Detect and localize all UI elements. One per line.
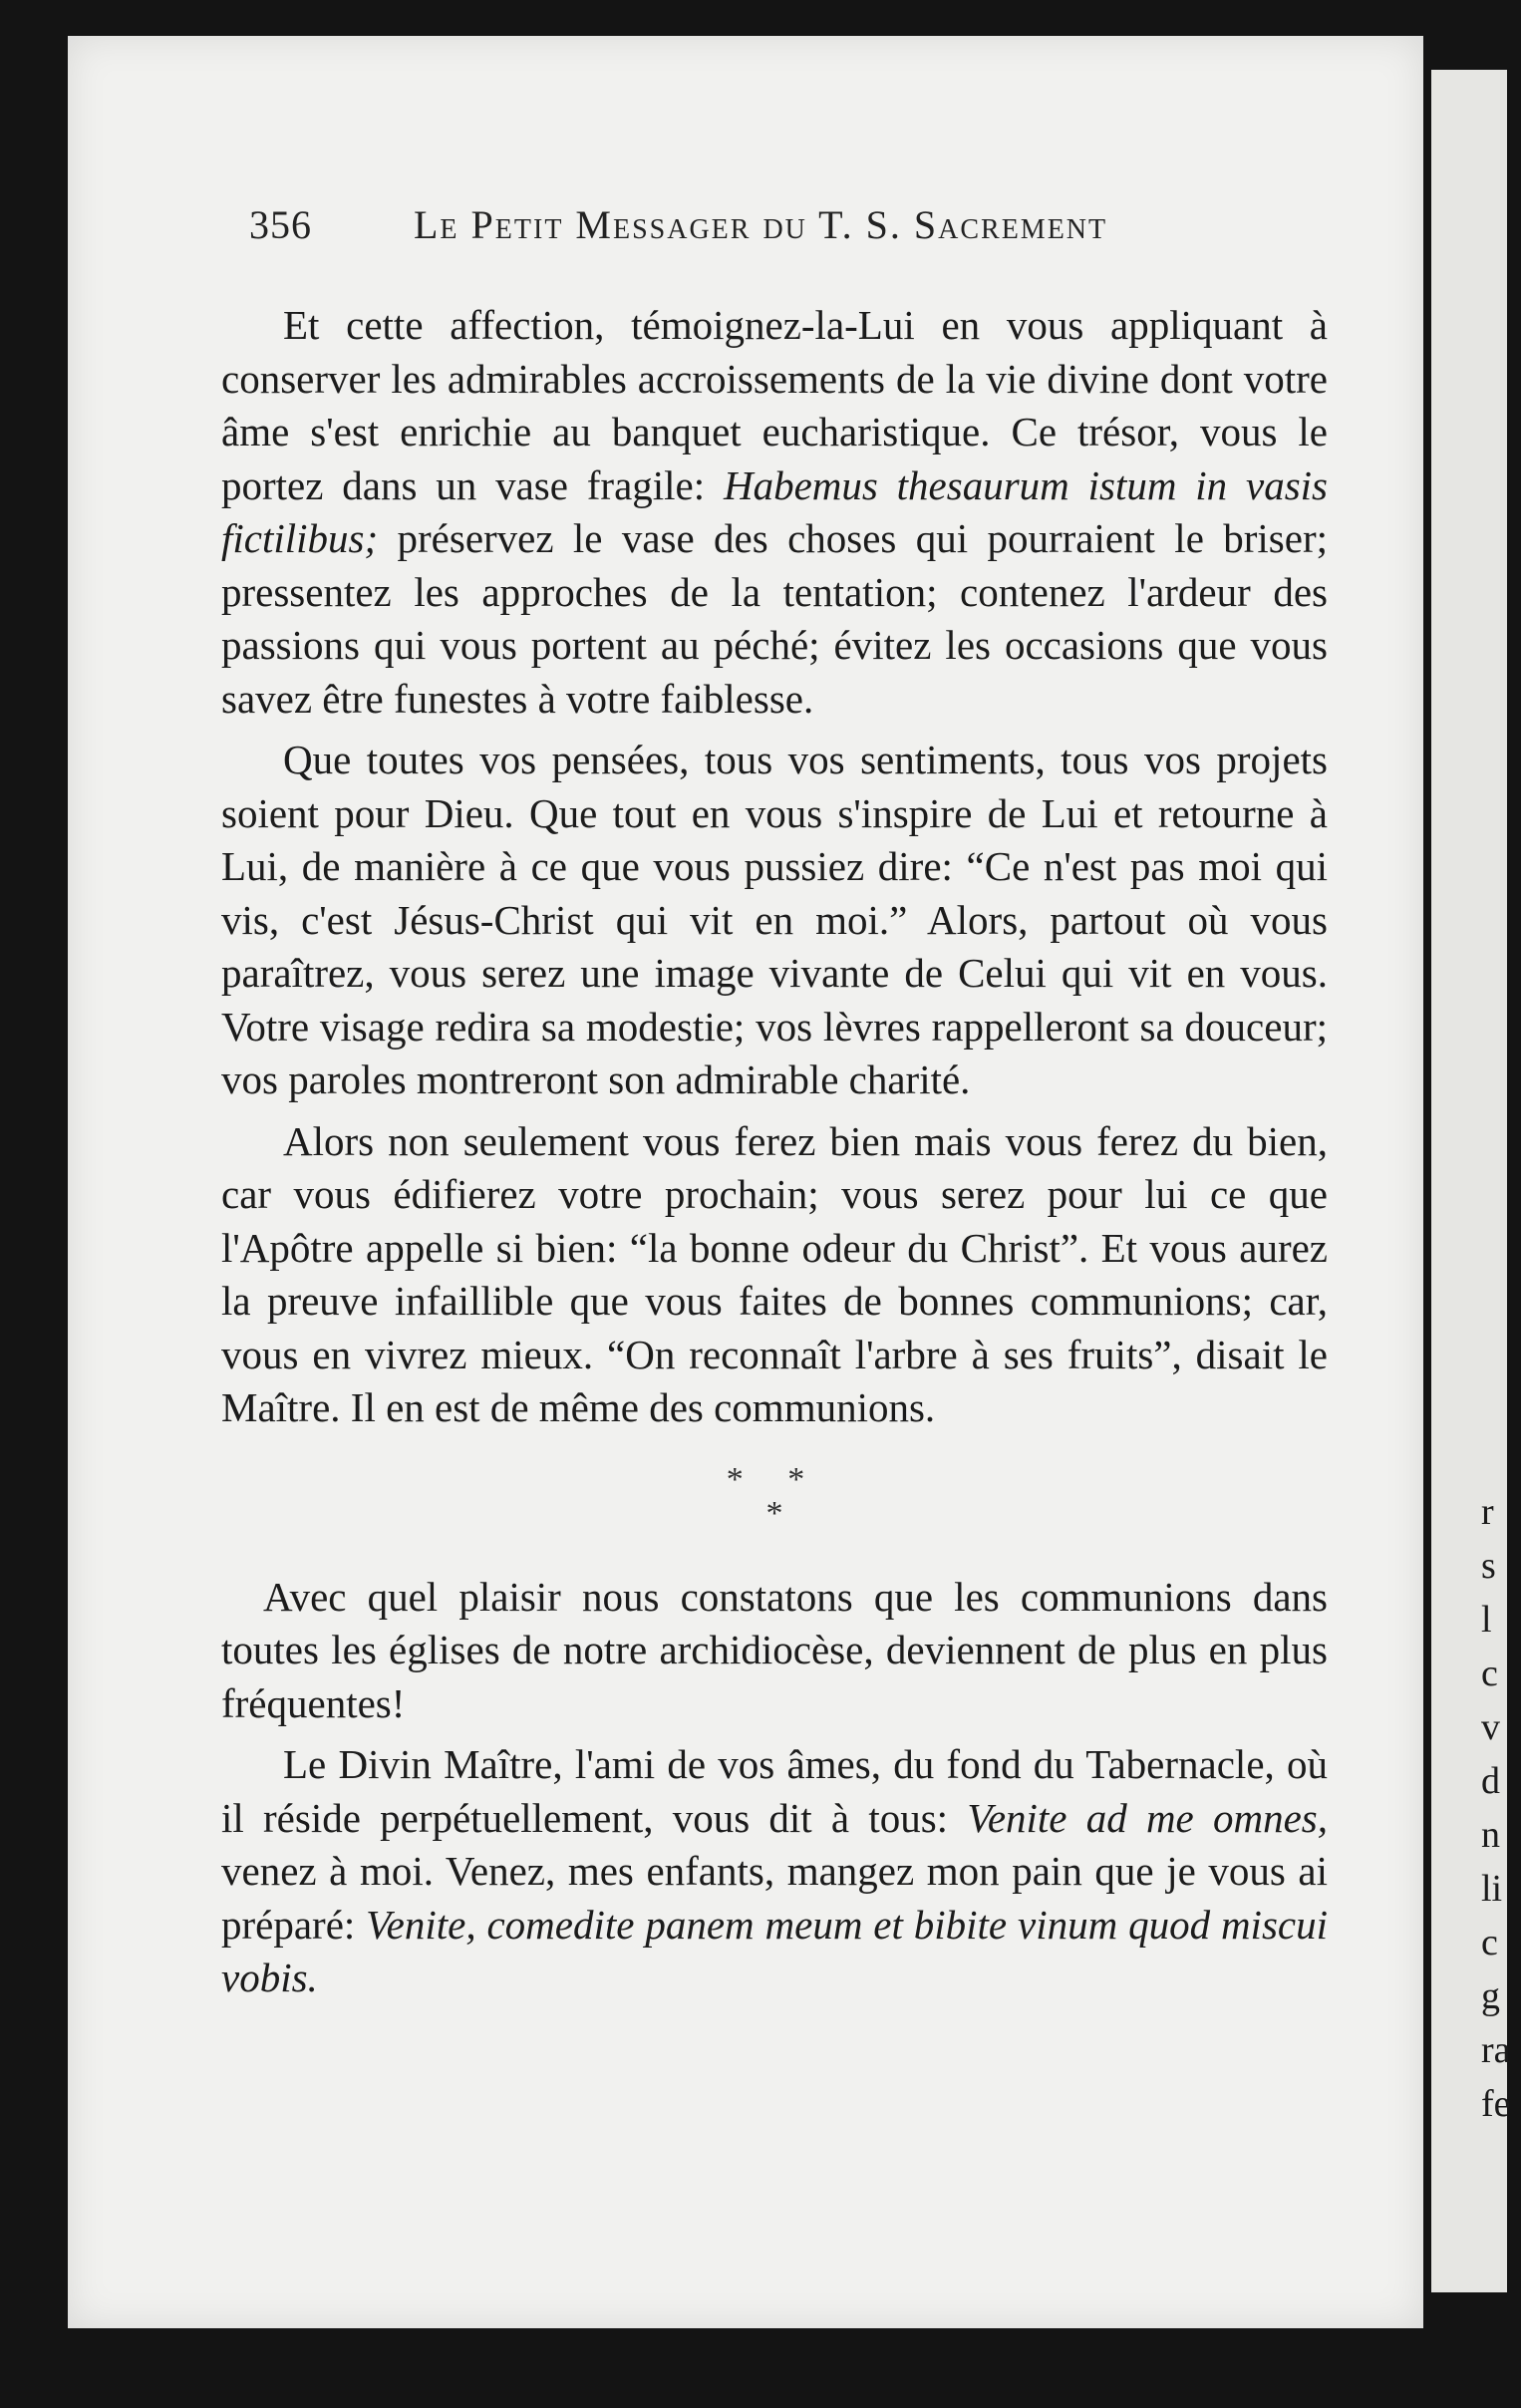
body-text [221, 299, 1328, 2013]
page-header [249, 201, 1366, 261]
text-run: Et cette affection, témoignez-la-Lui en vous appliquant à conserver les admirables accroissements de la vie divine dont votre âme s'est enrichie au banquet eucharistique. Ce trésor, vous le portez dans un vase fragile: [221, 302, 1328, 508]
facing-page-letter: fe [1481, 2083, 1511, 2125]
asterism-separator [221, 1460, 1328, 1532]
latin-quote: Venite, comedite panem meum et bibite vinum quod miscui vobis. [221, 1901, 1328, 2000]
facing-page-letter: n [1481, 1814, 1500, 1856]
page-number: 356 [249, 202, 312, 247]
paragraph [221, 1738, 1328, 2005]
text-run: Alors non seulement vous ferez bien mais vous ferez du bien, car vous édifierez votre prochain; vous serez pour lui ce que l'Apôtre appelle si bien: “la bonne odeur du Christ”. Et vous aurez la preuve infaillible que vous faites de bonnes communions; car, vous en vivrez mieux. “On reconnaît l'arbre à ses fruits”, disait le Maître. Il en est de même des communions. [221, 1117, 1328, 1430]
text-run: préservez le vase des choses qui pourraient le briser; pressentez les approches de la tentation; contenez l'ardeur des passions qui vous portent au péché; évitez les occasions que vous savez être funestes à votre faiblesse. [221, 515, 1328, 722]
facing-page-letters [1481, 1485, 1521, 2131]
facing-page-letter: d [1481, 1760, 1500, 1802]
paragraph [221, 734, 1328, 1107]
paragraphs-after-separator [221, 1571, 1328, 2005]
facing-page-letter: c [1481, 1922, 1498, 1963]
paragraph [221, 1115, 1328, 1435]
text-run: venez à moi. Venez, mes enfants, mangez mon pain que je vous ai préparé: [221, 1848, 1328, 1948]
latin-quote: Venite ad me omnes, [967, 1794, 1328, 1841]
facing-page-letter: g [1481, 1975, 1500, 2017]
asterism-row-1: * * [726, 1460, 823, 1498]
facing-page-letter: v [1481, 1706, 1500, 1748]
text-run: Avec quel plaisir nous constatons que les communions dans toutes les églises de notre archidiocèse, deviennent de plus en plus fréquentes! [221, 1573, 1328, 1726]
facing-page-edge [1431, 70, 1511, 2292]
facing-page-letter: li [1481, 1868, 1503, 1910]
paragraph [221, 299, 1328, 726]
facing-page-letter: l [1481, 1599, 1492, 1641]
facing-page-letter: s [1481, 1545, 1496, 1587]
text-run: Le Divin Maître, l'ami de vos âmes, du fond du Tabernacle, où il réside perpétuellement, vous dit à tous: [221, 1741, 1328, 1841]
facing-page-letter: r [1481, 1491, 1494, 1533]
running-title: Le Petit Messager du T. S. Sacrement [414, 202, 1108, 247]
asterism-row-2: * [765, 1494, 783, 1532]
paragraph [221, 1571, 1328, 1731]
facing-page-letter: c [1481, 1653, 1498, 1694]
paragraphs-before-separator [221, 299, 1328, 1435]
text-run: Que toutes vos pensées, tous vos sentiments, tous vos projets soient pour Dieu. Que tout en vous s'inspire de Lui et retourne à Lui, de manière à ce que vous pussiez dire: “Ce n'est pas moi qui vis, c'est Jésus-Christ qui vit en moi.” Alors, partout où vous paraîtrez, vous serez une image vivante de Celui qui vit en vous. Votre visage redira sa modestie; vos lèvres rappelleront sa douceur; vos paroles montreront son admirable charité. [221, 737, 1328, 1102]
facing-page-letter: ra [1481, 2029, 1511, 2071]
latin-quote: Habemus thesaurum istum in vasis fictilibus; [221, 461, 1328, 561]
